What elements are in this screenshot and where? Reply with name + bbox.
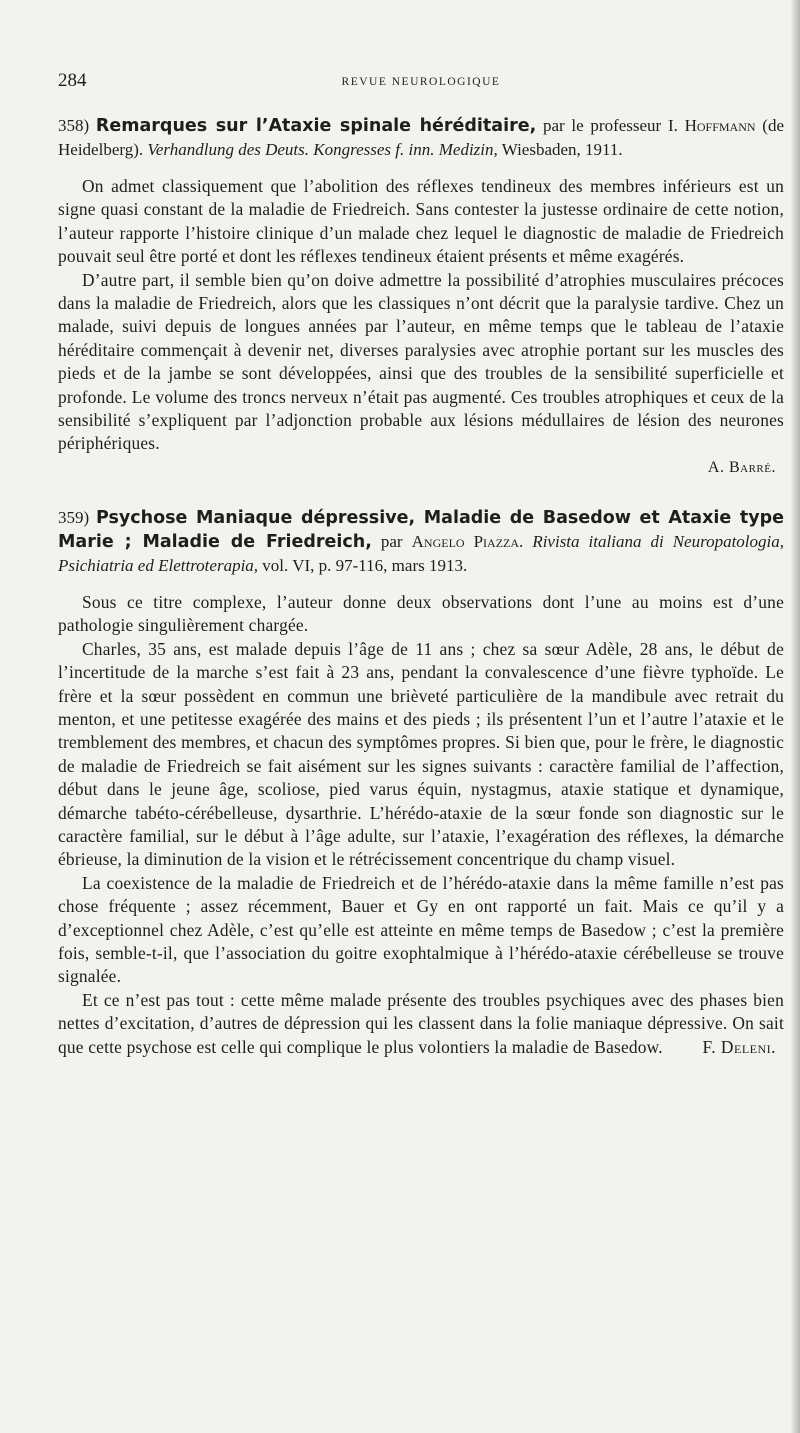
- body-paragraph-last: [58, 989, 784, 1059]
- entry-by: par le professeur: [536, 116, 662, 135]
- reviewer-signature: F. Deleni.: [702, 1036, 776, 1057]
- journal-page: [58, 66, 784, 1059]
- author-name: Hoffmann: [684, 116, 756, 135]
- body-paragraph: D’autre part, il semble bien qu’on doive admettre la possibilité d’atrophies musculaires précoces dans la maladie de Friedreich, alors que les classiques n’ont décrit que la paralysie tardive. Chez un malade, suivi depuis de longues années par l’auteur, en même temps que le tableau de l’ataxie héréditaire commençait à devenir net, diverses paralysies avec atrophie portant sur les muscles des pieds et de la jambe se sont développées, ainsi que des troubles de la sensibilité superficielle et profonde. Le volume des troncs nerveux n’était pas augmenté. Ces troubles atrophiques et ceux de la sensibilité s’expliquent par l’adjonction probable aux lésions médullaires de lésion des neurones périphériques.: [58, 269, 784, 454]
- entry-heading: [58, 506, 784, 577]
- abstract-entry-359: [58, 506, 784, 1059]
- source-journal: Verhandlung des Deuts. Kongresses f. inn. Medizin,: [147, 140, 498, 159]
- entry-by: par: [371, 531, 412, 551]
- entry-body: [58, 175, 784, 480]
- entry-title: Remarques sur l’Ataxie spinale héréditaire,: [95, 116, 537, 136]
- page-number: 284: [58, 70, 87, 91]
- body-paragraph: Sous ce titre complexe, l’auteur donne deux observations dont l’une au moins est d’une pathologie singulièrement chargée.: [58, 591, 784, 636]
- entry-body: [58, 591, 784, 1059]
- body-paragraph-text: Et ce n’est pas tout : cette même malade présente des troubles psychiques avec des phases bien nettes d’excitation, d’autres de dépression qui les classent dans la folie maniaque dépressive. On sait que cette psychose est celle qui complique le plus volontiers la maladie de Basedow.: [58, 989, 784, 1057]
- author-place: .: [519, 531, 533, 551]
- entry-heading: [58, 114, 784, 161]
- author-initial: I.: [667, 116, 685, 135]
- author-place: (de Heidelberg).: [58, 116, 784, 159]
- body-paragraph: On admet classiquement que l’abolition des réflexes tendineux des membres inférieurs est un signe quasi constant de la maladie de Friedreich. Sans contester la justesse ordinaire de cette notion, l’auteur rapporte l’histoire clinique d’un malade chez lequel le diagnostic de maladie de Friedreich pouvait seul être porté et dont les réflexes tendineux étaient présents et même exagérés.: [58, 176, 784, 267]
- source-details: vol. VI, p. 97-116, mars 1913.: [258, 555, 468, 575]
- author-name: Angelo Piazza: [411, 531, 520, 551]
- abstract-entry-358: [58, 114, 784, 480]
- body-paragraph: Charles, 35 ans, est malade depuis l’âge de 11 ans ; chez sa sœur Adèle, 28 ans, le début de l’incertitude de la marche s’est fait à 23 ans, pendant la convalescence d’une fièvre typhoïde. Le frère et la sœur possèdent en commun une brièveté particulière de la mandibule avec retrait du menton, et une petitesse exagérée des mains et des pieds ; ils présentent l’un et l’autre l’ataxie et le tremblement des membres, et chacun des symptômes propres. Si bien que, pour le frère, le diagnostic de maladie de Friedreich se fait aisément sur les signes suivants : caractère familial de l’affection, début dans le jeune âge, scoliose, pied varus équin, nystagmus, ataxie statique et dynamique, démarche tabéto-cérébelleuse, dysarthrie. L’hérédo-ataxie de la sœur fonde son diagnostic sur le caractère familial, sur le début à l’âge adulte, sur l’ataxie, l’exagération des réflexes, la démarche ébrieuse, la diminution de la vision et le rétrécissement concentrique du champ visuel.: [58, 638, 784, 870]
- page-edge-shadow: [790, 0, 800, 1433]
- reviewer-signature: A. Barré.: [707, 458, 776, 476]
- body-paragraph: La coexistence de la maladie de Friedreich et de l’hérédo-ataxie dans la même famille n’est pas chose fréquente ; assez récemment, Bauer et Gy en ont rapporté un fait. Mais ce qu’il y a d’exceptionnel chez Adèle, c’est qu’elle est atteinte en même temps de Basedow ; c’est la première fois, semble-t-il, que l’association du goitre exophtalmique à l’hérédo-ataxie cérébelleuse se trouve signalée.: [58, 872, 784, 987]
- journal-title: REVUE NEUROLOGIQUE: [341, 76, 501, 88]
- source-journal: Rivista italiana di Neuropatologia, Psichiatria ed Elettroterapia,: [58, 531, 785, 575]
- entry-number: 358): [58, 116, 90, 135]
- reviewer-signature-line: [58, 456, 784, 480]
- source-details: Wiesbaden, 1911.: [497, 140, 623, 159]
- entry-number: 359): [58, 507, 90, 527]
- running-header: [58, 66, 784, 106]
- entry-title: Psychose Maniaque dépressive, Maladie de Basedow et Ataxie type Marie ; Maladie de Friedreich,: [58, 507, 784, 552]
